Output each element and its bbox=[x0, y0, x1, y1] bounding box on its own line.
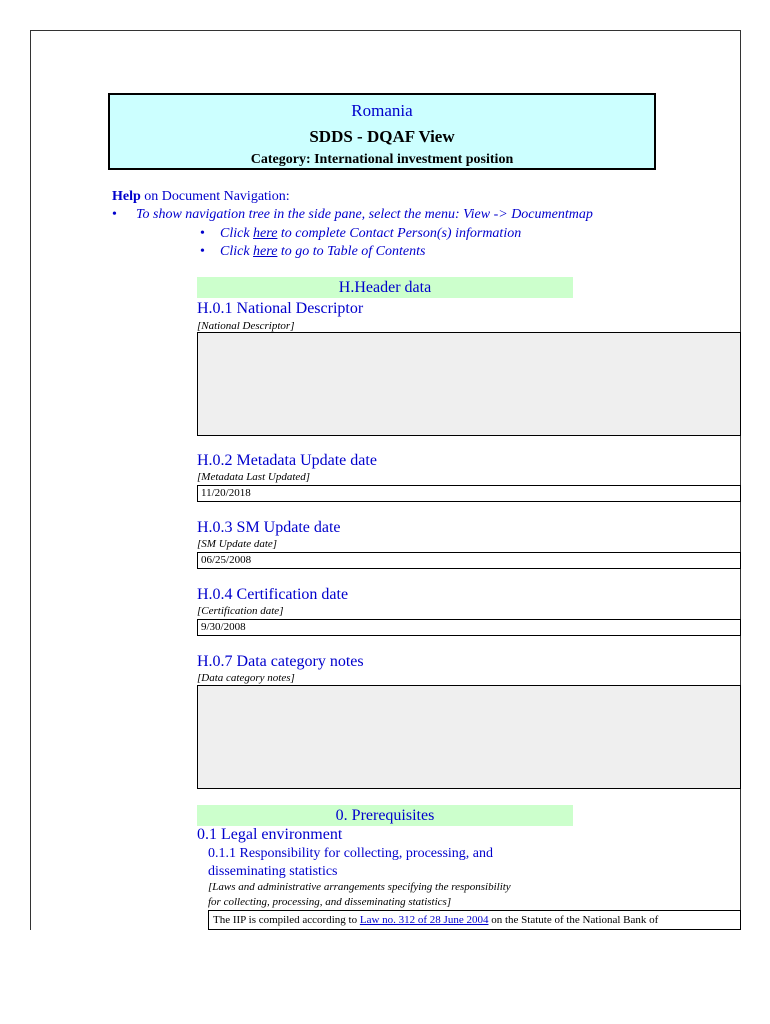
category-title: Category: International investment position bbox=[250, 152, 514, 167]
certification-value[interactable]: 9/30/2008 bbox=[197, 619, 741, 636]
help-line bbox=[112, 189, 290, 205]
h04-hint: [Certification date] bbox=[197, 605, 284, 617]
responsibility-text-post: on the Statute of the National Bank of bbox=[488, 914, 659, 926]
h03-title: H.0.3 SM Update date bbox=[197, 519, 341, 536]
page-border-right bbox=[740, 30, 741, 930]
h01-title: H.0.1 National Descriptor bbox=[197, 300, 364, 317]
data-category-notes-box[interactable] bbox=[197, 685, 741, 789]
responsibility-text-pre: The IIP is compiled according to bbox=[213, 914, 360, 926]
h02-hint: [Metadata Last Updated] bbox=[197, 471, 311, 483]
responsibility-title-line2: disseminating statistics bbox=[208, 864, 338, 879]
bullet-toc-pre: Click bbox=[220, 244, 254, 259]
title-box bbox=[108, 93, 656, 170]
section-header-data: H.Header data bbox=[197, 277, 573, 298]
h07-title: H.0.7 Data category notes bbox=[197, 653, 364, 670]
bullet-contact-post: to complete Contact Person(s) information bbox=[277, 226, 522, 241]
responsibility-title-line1: 0.1.1 Responsibility for collecting, processing, and bbox=[208, 846, 494, 861]
page-border-top bbox=[30, 30, 741, 31]
help-rest: on Document Navigation: bbox=[140, 189, 290, 204]
law-312-link[interactable]: Law no. 312 of 28 June 2004 bbox=[359, 914, 489, 926]
legal-environment-title: 0.1 Legal environment bbox=[197, 826, 343, 843]
page-border-left bbox=[30, 30, 31, 930]
view-title: SDDS - DQAF View bbox=[309, 127, 455, 146]
bullet-docmap-text: To show navigation tree in the side pane, select the menu: View -> Documentmap bbox=[136, 207, 593, 222]
contact-here-link[interactable]: here bbox=[253, 226, 278, 241]
bullet-contact-pre: Click bbox=[220, 226, 254, 241]
h04-title: H.0.4 Certification date bbox=[197, 586, 349, 603]
help-bold: Help bbox=[112, 189, 141, 204]
h02-title: H.0.2 Metadata Update date bbox=[197, 452, 377, 469]
responsibility-hint-line1: [Laws and administrative arrangements specifying the responsibility bbox=[208, 881, 511, 893]
sm-update-value[interactable]: 06/25/2008 bbox=[197, 552, 741, 569]
h03-hint: [SM Update date] bbox=[197, 538, 278, 550]
bullet-toc-post: to go to Table of Contents bbox=[277, 244, 426, 259]
responsibility-hint-line2: for collecting, processing, and disseminating statistics] bbox=[208, 896, 452, 908]
national-descriptor-box[interactable] bbox=[197, 332, 741, 436]
h07-hint: [Data category notes] bbox=[197, 672, 295, 684]
h01-hint: [National Descriptor] bbox=[197, 320, 295, 332]
section-prerequisites: 0. Prerequisites bbox=[197, 805, 573, 826]
metadata-update-value[interactable]: 11/20/2018 bbox=[197, 485, 741, 502]
country-title: Romania bbox=[351, 101, 413, 120]
toc-here-link[interactable]: here bbox=[253, 244, 278, 259]
responsibility-text-box[interactable] bbox=[208, 910, 741, 930]
